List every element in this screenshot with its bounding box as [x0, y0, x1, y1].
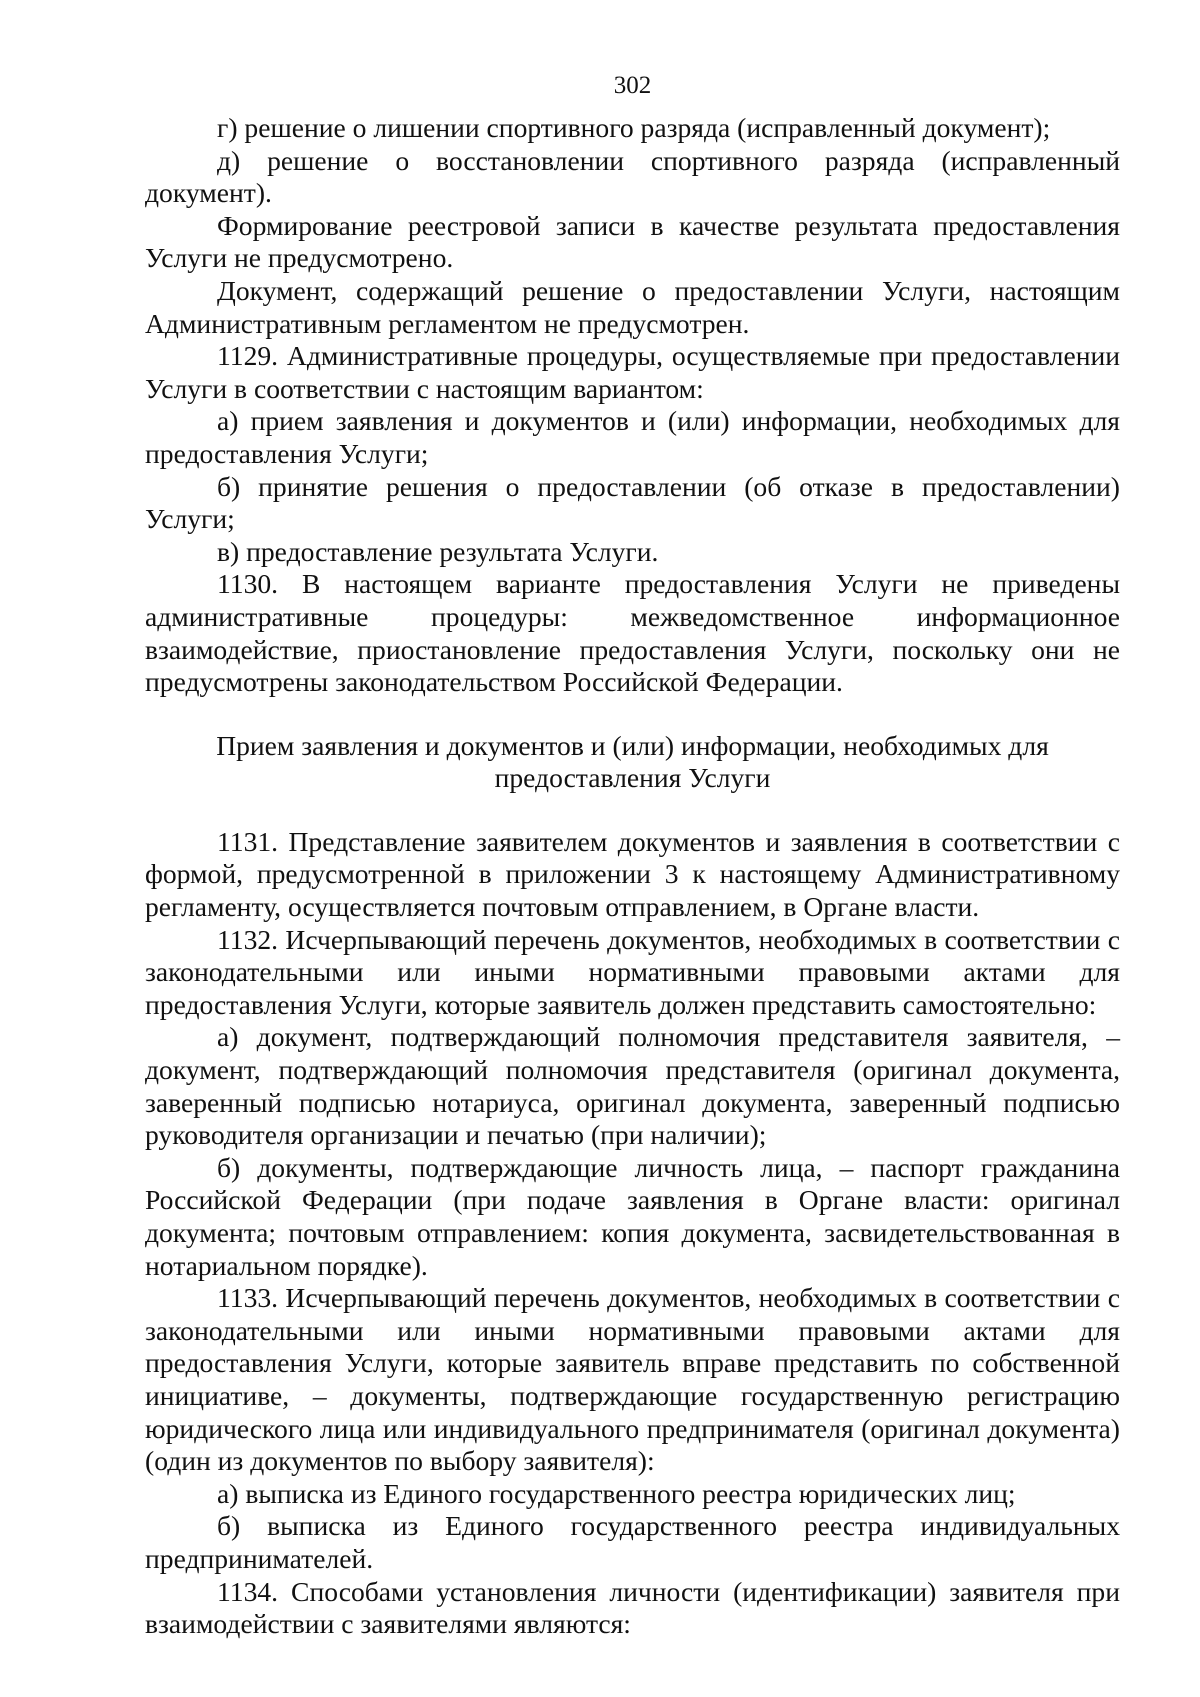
paragraph: а) выписка из Единого государственного реестра юридических лиц; [217, 1477, 1016, 1509]
paragraph: Документ, содержащий решение о предоставлении Услуги, настоящим Административным регламентом не предусмотрен. [145, 274, 1120, 339]
paragraph: д) решение о восстановлении спортивного разряда (исправленный документ). [145, 144, 1120, 209]
paragraph: а) документ, подтверждающий полномочия представителя заявителя, – документ, подтверждающий полномочия представителя (оригинал документа, заверенный подписью нотариуса, оригинал документа, заверенный подписью руководителя организации и печатью (при наличии); [145, 1021, 1120, 1151]
paragraph: б) выписка из Единого государственного реестра индивидуальных предпринимателей. [145, 1510, 1120, 1574]
paragraph: б) документы, подтверждающие личность лица, – паспорт гражданина Российской Федерации (при подаче заявления в Органе власти: оригинал документа; почтовым отправлением: копия документа, засвидетельствованная в нотариальном порядке). [145, 1151, 1120, 1281]
paragraph: г) решение о лишении спортивного разряда (исправленный документ); [217, 112, 1051, 143]
paragraph: б) принятие решения о предоставлении (об отказе в предоставлении) Услуги; [145, 470, 1120, 535]
document-page [145, 0, 1120, 1641]
paragraph: 1132. Исчерпывающий перечень документов, необходимых в соответствии с законодательными или иными нормативными правовыми актами для предоставления Услуги, которые заявитель должен представить самостоятельно: [145, 923, 1120, 1020]
paragraph: 1131. Представление заявителем документов и заявления в соответствии с формой, предусмотренной в приложении 3 к настоящему Административному регламенту, осуществляется почтовым отправлением, в Органе власти. [145, 825, 1120, 923]
paragraph: 1133. Исчерпывающий перечень документов, необходимых в соответствии с законодательными или иными нормативными правовыми актами для предоставления Услуги, которые заявитель вправе представить по собственной инициативе, – документы, подтверждающие государственную регистрацию юридического лица или индивидуального предпринимателя (оригинал документа) (один из документов по выбору заявителя): [145, 1282, 1120, 1477]
paragraph: Формирование реестровой записи в качестве результата предоставления Услуги не предусмотрено. [145, 209, 1120, 274]
paragraph: 1134. Способами установления личности (идентификации) заявителя при взаимодействии с заявителями являются: [145, 1575, 1120, 1640]
body-after-heading [145, 826, 1120, 1641]
paragraph: 1130. В настоящем варианте предоставления Услуги не приведены административные процедуры: межведомственное информационное взаимодействие, приостановление предоставления Услуги, поскольку они не предусмотрены законодательством Российской Федерации. [145, 568, 1120, 698]
paragraph: в) предоставление результата Услуги. [217, 535, 659, 567]
page-number: 302 [613, 72, 652, 99]
section-heading: Прием заявления и документов и (или) информации, необходимых для предоставления Услуги [216, 729, 1049, 794]
paragraph: 1129. Административные процедуры, осуществляемые при предоставлении Услуги в соответствии с настоящим вариантом: [145, 340, 1120, 404]
body-before-heading [145, 112, 1120, 699]
paragraph: а) прием заявления и документов и (или) информации, необходимых для предоставления Услуги; [145, 405, 1120, 469]
